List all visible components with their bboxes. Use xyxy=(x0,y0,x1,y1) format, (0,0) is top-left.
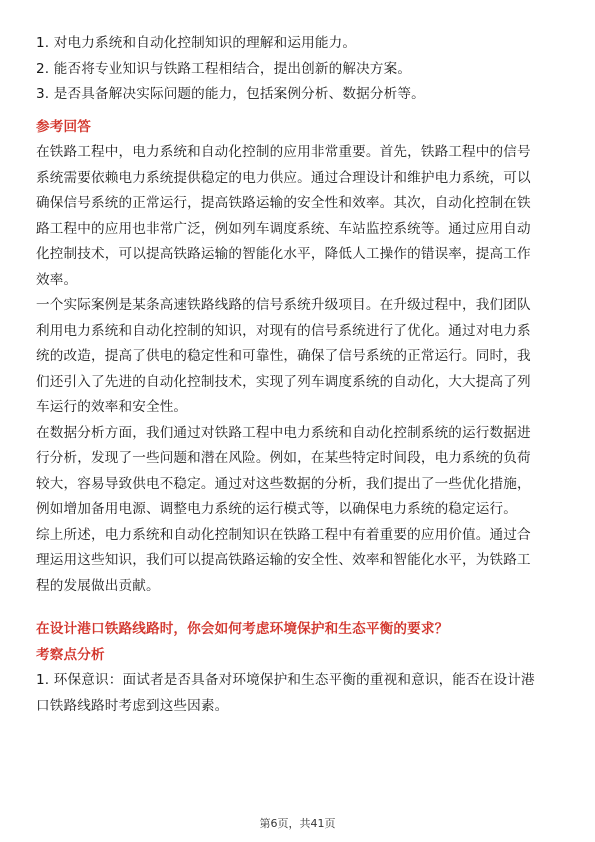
analysis-point: 1. 对电力系统和自动化控制知识的理解和运用能力。 xyxy=(36,35,357,51)
answer-line: 路工程中的应用也非常广泛，例如列车调度系统、车站监控系统等。通过应用自动 xyxy=(36,220,531,237)
analysis-line: 1. 环保意识：面试者是否具备对环境保护和生态平衡的重视和意识，能否在设计港 xyxy=(36,672,535,688)
answer-line: 车运行的效率和安全性。 xyxy=(36,399,188,415)
analysis-point: 3. 是否具备解决实际问题的能力，包括案例分析、数据分析等。 xyxy=(36,86,425,102)
answer-line: 系统需要依赖电力系统提供稳定的电力供应。通过合理设计和维护电力系统，可以 xyxy=(36,169,531,186)
answer-heading: 参考回答 xyxy=(36,118,91,135)
answer-line: 行分析，发现了一些问题和潜在风险。例如，在某些特定时间段，电力系统的负荷 xyxy=(36,450,531,466)
document-page xyxy=(36,31,560,719)
answer-line: 利用电力系统和自动化控制的知识，对现有的信号系统进行了优化。通过对电力系 xyxy=(36,322,531,339)
answer-line: 综上所述，电力系统和自动化控制知识在铁路工程中有着重要的应用价值。通过合 xyxy=(36,526,531,543)
answer-line: 理运用这些知识，我们可以提高铁路运输的安全性、效率和智能化水平，为铁路工 xyxy=(36,552,531,568)
analysis-body xyxy=(36,668,560,719)
answer-body xyxy=(36,140,560,599)
answer-line: 一个实际案例是某条高速铁路线路的信号系统升级项目。在升级过程中，我们团队 xyxy=(36,297,531,313)
answer-line: 在数据分析方面，我们通过对铁路工程中电力系统和自动化控制系统的运行数据进 xyxy=(36,424,531,441)
answer-line: 较大，容易导致供电不稳定。通过对这些数据的分析，我们提出了一些优化措施， xyxy=(36,475,531,492)
analysis-line: 口铁路线路时考虑到这些因素。 xyxy=(36,697,229,714)
answer-line: 们还引入了先进的自动化控制技术，实现了列车调度系统的自动化，大大提高了列 xyxy=(36,373,531,390)
answer-line: 统的改造，提高了供电的稳定性和可靠性，确保了信号系统的正常运行。同时，我 xyxy=(36,348,531,364)
answer-line: 效率。 xyxy=(36,271,78,288)
analysis-heading: 考察点分析 xyxy=(36,646,105,663)
analysis-points xyxy=(36,31,560,108)
question-title: 在设计港口铁路线路时，你会如何考虑环境保护和生态平衡的要求？ xyxy=(36,621,449,637)
answer-line: 在铁路工程中，电力系统和自动化控制的应用非常重要。首先，铁路工程中的信号 xyxy=(36,144,531,160)
answer-line: 程的发展做出贡献。 xyxy=(36,577,160,594)
answer-line: 确保信号系统的正常运行，提高铁路运输的安全性和效率。其次，自动化控制在铁 xyxy=(36,195,531,211)
answer-line: 化控制技术，可以提高铁路运输的智能化水平，降低人工操作的错误率，提高工作 xyxy=(36,246,531,262)
answer-line: 例如增加备用电源、调整电力系统的运行模式等，以确保电力系统的稳定运行。 xyxy=(36,501,518,517)
analysis-point: 2. 能否将专业知识与铁路工程相结合，提出创新的解决方案。 xyxy=(36,60,412,77)
page-footer: 第6页，共41页 xyxy=(259,817,336,830)
